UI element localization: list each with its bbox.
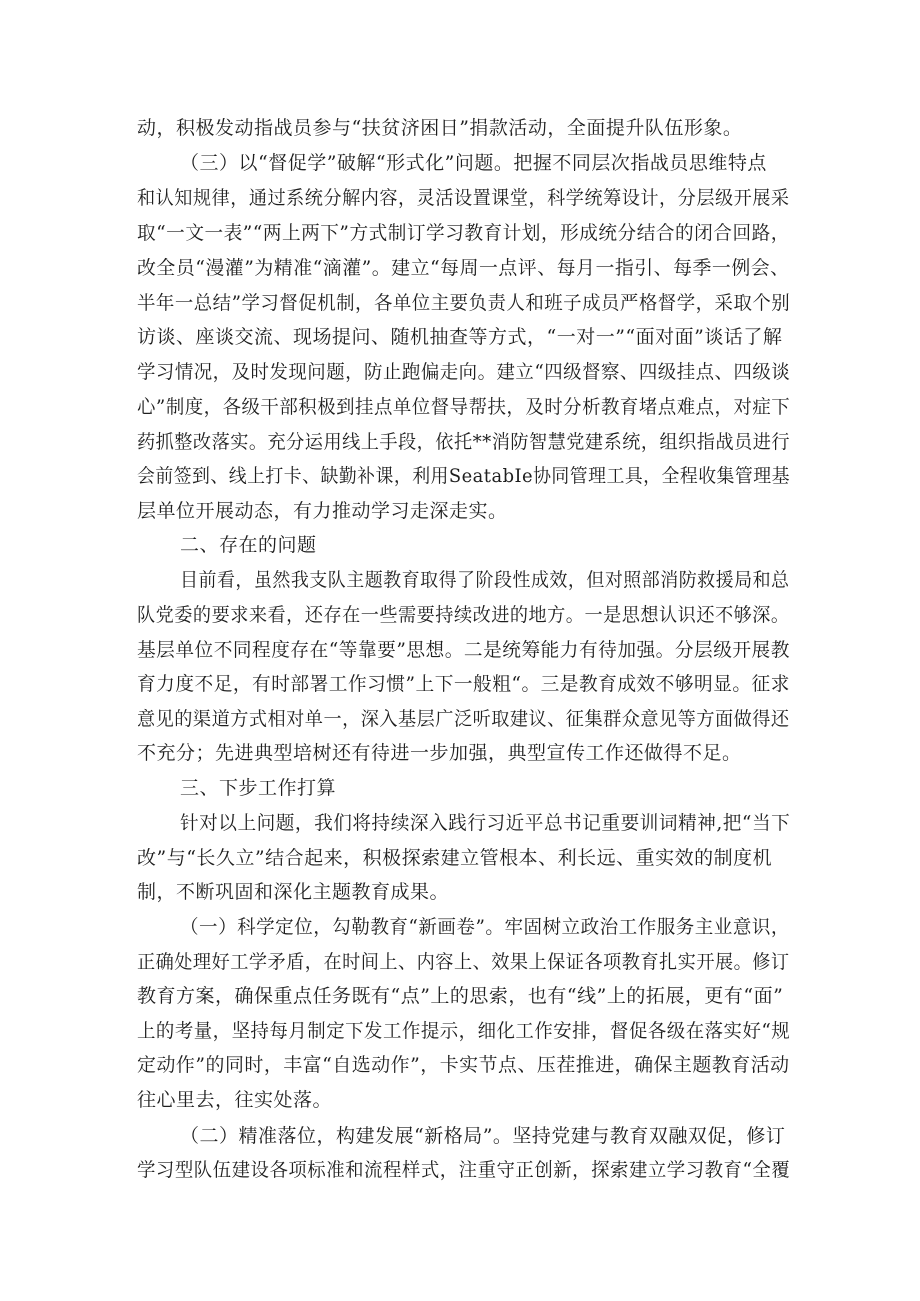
text-line: （二）精准落位，构建发展“新格局”。坚持党建与教育双融双促，修订 [180,1125,786,1147]
text-line: 学习型队伍建设各项标准和流程样式，注重守正创新，探索建立学习教育“全覆 [137,1159,791,1181]
text-line: 针对以上问题，我们将持续深入践行习近平总书记重要训词精神,把“当下 [180,812,791,834]
text-line: 意见的渠道方式相对单一，深入基层广泛听取建议、征集群众意见等方面做得还 [137,708,790,730]
section-heading: 三、下步工作打算 [180,777,337,799]
text-line: 制，不断巩固和深化主题教育成果。 [137,881,450,903]
text-line: 改”与“长久立”结合起来，积极探索建立管根本、利长远、重实效的制度机 [137,847,773,869]
text-line: 改全员“漫灌”为精准“滴灌”。建立“每周一点评、每月一指引、每季一例会、 [137,257,790,279]
text-line: （三）以“督促学”破解“形式化”问题。把握不同层次指战员思维特点 [180,152,767,174]
text-line: 层单位开展动态，有力推动学习走深走实。 [137,500,508,522]
text-line: 学习情况，及时发现问题，防止跑偏走向。建立“四级督察、四级挂点、四级谈 [137,361,791,383]
text-line: 动，积极发动指战员参与“扶贫济困日”捐款活动，全面提升队伍形象。 [137,117,743,139]
text-line: 上的考量，坚持每月制定下发工作提示，细化工作安排，督促各级在落实好“规 [137,1020,791,1042]
text-line: 会前签到、线上打卡、缺勤补课，利用SeatabIe协同管理工具，全程收集管理基 [137,465,790,487]
text-line: 队党委的要求来看，还存在一些需要持续改进的地方。一是思想认识还不够深。 [137,604,790,626]
text-line: 基层单位不同程度存在“等靠要”思想。二是统筹能力有待加强。分层级开展教 [137,639,790,661]
text-line: 半年一总结”学习督促机制，各单位主要负责人和班子成员严格督学，采取个别 [137,292,791,314]
text-line: 育力度不足，有时部署工作习惯”上下一般粗“。三是教育成效不够明显。征求 [137,673,790,695]
text-line: 正确处理好工学矛盾，在时间上、内容上、效果上保证各项教育扎实开展。修订 [137,951,790,973]
text-line: 往心里去，往实处落。 [137,1089,333,1111]
text-line: （一）科学定位，勾勒教育“新画卷”。牢固树立政治工作服务主业意识， [180,916,790,938]
text-line: 不充分；先进典型培树还有待进一步加强，典型宣传工作还做得不足。 [137,742,742,764]
text-line: 教育方案，确保重点任务既有“点”上的思索，也有“线”上的拓展，更有“面” [137,985,784,1007]
text-line: 药抓整改落实。充分运用线上手段，依托**消防智慧党建系统，组织指战员进行 [137,431,791,453]
text-line: 定动作”的同时，丰富“自选动作”，卡实节点、压茬推进，确保主题教育活动 [137,1054,790,1076]
text-line: 心”制度，各级干部积极到挂点单位督导帮扶，及时分析教育堵点难点，对症下 [137,396,791,418]
text-line: 目前看，虽然我支队主题教育取得了阶段性成效，但对照部消防救援局和总 [180,569,790,591]
text-line: 和认知规律，通过系统分解内容，灵活设置课堂，科学统筹设计，分层级开展采 [137,187,790,209]
text-line: 取“一文一表”“两上两下”方式制订学习教育计划，形成统分结合的闭合回路， [137,222,790,244]
text-line: 访谈、座谈交流、现场提问、随机抽查等方式，“一对一”“面对面”谈话了解 [137,326,783,348]
section-heading: 二、存在的问题 [180,534,317,556]
